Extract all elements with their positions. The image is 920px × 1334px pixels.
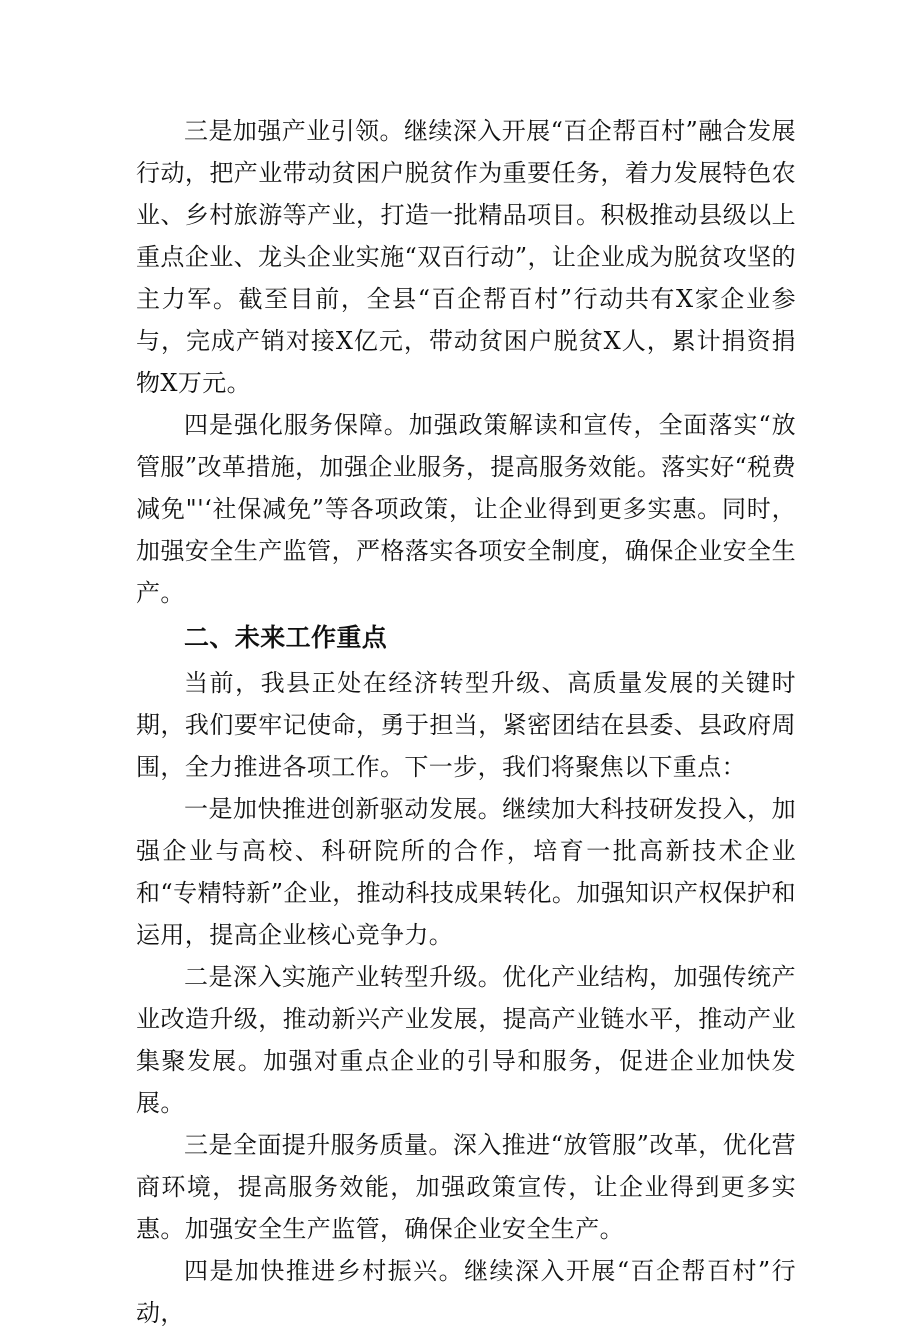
paragraph-service-quality: 三是全面提升服务质量。深入推进“放管服”改革，优化营商环境，提高服务效能，加强政策宣传，让企业得到更多实惠。加强安全生产监管，确保企业安全生产。: [136, 1131, 796, 1243]
paragraph-current-situation: 当前，我县正处在经济转型升级、高质量发展的关键时期，我们要牢记使命，勇于担当，紧密团结在县委、县政府周围，全力推进各项工作。下一步，我们将聚焦以下重点：: [136, 669, 796, 781]
paragraph-industry-leadership: 三是加强产业引领。继续深入开展“百企帮百村”融合发展行动，把产业带动贫困户脱贫作为重要任务，着力发展特色农业、乡村旅游等产业，打造一批精品项目。积极推动县级以上重点企业、龙头企业实施“双百行动”，让企业成为脱贫攻坚的主力军。截至目前，全县“百企帮百村”行动共有X家企业参与，完成产销对接X亿元，带动贫困户脱贫X人，累计捐资捐物X万元。: [136, 117, 796, 397]
paragraph-industrial-upgrade: 二是深入实施产业转型升级。优化产业结构，加强传统产业改造升级，推动新兴产业发展，提高产业链水平，推动产业集聚发展。加强对重点企业的引导和服务，促进企业加快发展。: [136, 963, 796, 1117]
paragraph-rural-revitalization: 四是加快推进乡村振兴。继续深入开展“百企帮百村”行动，: [136, 1257, 796, 1327]
paragraph-service-guarantee: 四是强化服务保障。加强政策解读和宣传，全面落实“放管服”改革措施，加强企业服务，提高服务效能。落实好“税费减免"'‘社保减免”等各项政策，让企业得到更多实惠。同时，加强安全生产监管，严格落实各项安全制度，确保企业安全生产。: [136, 411, 796, 607]
paragraph-innovation-driven: 一是加快推进创新驱动发展。继续加大科技研发投入，加强企业与高校、科研院所的合作，培育一批高新技术企业和“专精特新”企业，推动科技成果转化。加强知识产权保护和运用，提高企业核心竞争力。: [136, 795, 796, 949]
section-heading-future-priorities: 二、未来工作重点: [184, 623, 388, 652]
document-body: [136, 110, 796, 1334]
